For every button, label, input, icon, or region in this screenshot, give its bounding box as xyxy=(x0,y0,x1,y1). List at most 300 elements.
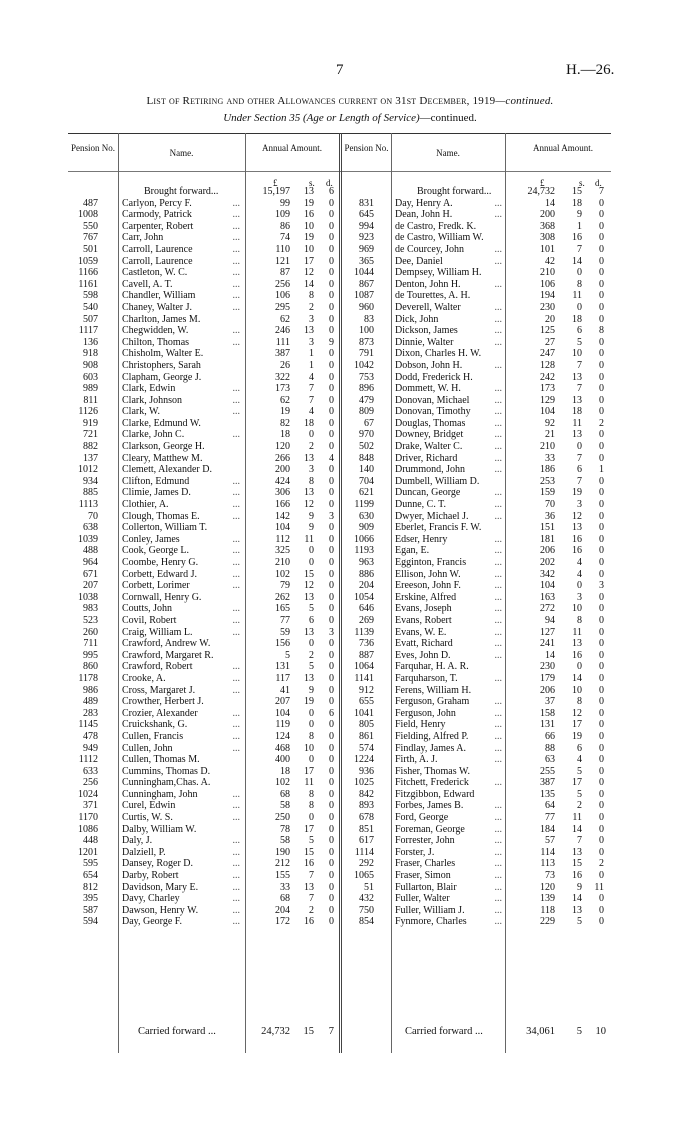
amount-pence: 4 xyxy=(329,452,334,464)
amount-pence: 1 xyxy=(599,464,604,476)
amount-pounds: 59 xyxy=(280,626,290,638)
amount-pounds: 125 xyxy=(540,325,555,337)
leader-dots: ... xyxy=(232,916,240,928)
amount-pence: 0 xyxy=(329,313,334,325)
table-row xyxy=(68,569,611,581)
amount-pence: 0 xyxy=(329,777,334,789)
amount-shillings: 8 xyxy=(309,475,314,487)
pensioner-name: Cullen, John xyxy=(122,742,173,754)
leader-dots: ... xyxy=(494,858,502,870)
pensioner-name: Egginton, Francis xyxy=(395,557,467,568)
amount-shillings: 5 xyxy=(577,765,582,777)
amount-pounds: 229 xyxy=(540,916,555,928)
header-pension-no-right: Pension No. xyxy=(344,143,389,153)
amount-pounds: 151 xyxy=(540,522,555,534)
pensioner-name: Dommett, W. H. xyxy=(395,383,461,395)
amount-shillings: 8 xyxy=(309,800,314,812)
pensioner-name: Clapham, George J. xyxy=(122,371,202,383)
pension-number: 655 xyxy=(359,696,374,708)
pension-number: 1113 xyxy=(78,499,98,511)
table-row xyxy=(68,232,611,244)
amount-pounds: 200 xyxy=(275,464,290,476)
pension-number: 936 xyxy=(359,765,374,777)
pension-number: 645 xyxy=(359,209,374,221)
pension-number: 851 xyxy=(359,823,374,835)
amount-shillings: 9 xyxy=(309,522,314,534)
amount-pounds: 202 xyxy=(540,557,555,568)
pensioner-name: Donovan, Michael xyxy=(395,394,470,406)
amount-pence: 0 xyxy=(329,730,334,742)
pensioner-name: Cavell, A. T. xyxy=(122,278,173,290)
amount-pence: 0 xyxy=(599,649,604,661)
amount-shillings: 1 xyxy=(309,359,314,371)
amount-pounds: 368 xyxy=(540,220,555,232)
amount-shillings: 0 xyxy=(309,719,314,731)
pensioner-name: Egan, E. xyxy=(395,545,430,557)
amount-shillings: 8 xyxy=(577,278,582,290)
amount-pence: 0 xyxy=(329,487,334,499)
amount-pounds: 246 xyxy=(275,325,290,337)
amount-pounds: 230 xyxy=(540,661,555,673)
leader-dots: ... xyxy=(494,904,502,916)
amount-pounds: 158 xyxy=(540,707,555,719)
amount-shillings: 10 xyxy=(572,603,582,615)
amount-pence: 0 xyxy=(599,591,604,603)
leader-dots: ... xyxy=(232,325,240,337)
amount-pence: 0 xyxy=(329,661,334,673)
leader-dots: ... xyxy=(494,696,502,708)
amount-pounds: 33 xyxy=(545,452,555,464)
amount-pounds: 21 xyxy=(545,429,555,441)
table-row xyxy=(68,256,611,268)
table-row xyxy=(68,348,611,360)
amount-pounds: 272 xyxy=(540,603,555,615)
pension-number: 893 xyxy=(359,800,374,812)
pensioner-name: Downey, Bridget xyxy=(395,429,464,441)
pension-number: 1038 xyxy=(78,591,98,603)
amount-shillings: 15 xyxy=(572,858,582,870)
amount-shillings: 15 xyxy=(304,846,314,858)
pensioner-name: Corbett, Lorimer xyxy=(122,580,190,592)
unit-pence-left: d. xyxy=(326,178,333,188)
pensioner-name: Cross, Margaret J. xyxy=(122,684,196,696)
amount-pounds: 207 xyxy=(275,696,290,708)
amount-shillings: 5 xyxy=(577,788,582,800)
pensioner-name: Crowther, Herbert J. xyxy=(122,696,204,708)
pensioner-name: Chilton, Thomas xyxy=(122,336,190,348)
amount-pence: 0 xyxy=(599,800,604,812)
amount-pence: 0 xyxy=(599,812,604,824)
table-row xyxy=(68,696,611,708)
table-row xyxy=(68,882,611,894)
pensioner-name: Cummins, Thomas D. xyxy=(122,765,211,777)
leader-dots: ... xyxy=(232,220,240,232)
pension-number: 654 xyxy=(83,870,98,882)
amount-pounds: 342 xyxy=(540,568,555,580)
amount-pounds: 82 xyxy=(280,417,290,429)
leader-dots: ... xyxy=(494,649,502,661)
amount-shillings: 5 xyxy=(309,603,314,615)
pensioner-name: Dee, Daniel xyxy=(395,255,443,267)
pensioner-name: Clarke, John C. xyxy=(122,429,185,441)
leader-dots: ... xyxy=(232,614,240,626)
amount-shillings: 10 xyxy=(572,348,582,360)
amount-shillings: 17 xyxy=(304,765,314,777)
amount-shillings: 11 xyxy=(572,290,582,302)
leader-dots: ... xyxy=(232,870,240,882)
amount-pounds: 92 xyxy=(545,417,555,429)
brought-forward-label: Brought forward... xyxy=(417,186,492,197)
amount-pence: 0 xyxy=(329,696,334,708)
leader-dots: ... xyxy=(232,742,240,754)
amount-shillings: 7 xyxy=(577,475,582,487)
amount-pence: 0 xyxy=(599,835,604,847)
pension-number: 811 xyxy=(83,394,98,406)
unit-pounds-right: £ xyxy=(540,178,545,188)
table-row xyxy=(68,221,611,233)
leader-dots: ... xyxy=(232,267,240,279)
amount-pounds: 101 xyxy=(540,243,555,255)
table-row xyxy=(68,290,611,302)
pension-number: 873 xyxy=(359,336,374,348)
leader-dots: ... xyxy=(232,278,240,290)
pension-number: 70 xyxy=(88,510,98,522)
amount-pence: 11 xyxy=(594,881,604,893)
pension-number: 137 xyxy=(83,452,98,464)
pension-number: 1126 xyxy=(78,406,98,418)
amount-pounds: 424 xyxy=(275,475,290,487)
amount-pounds: 156 xyxy=(275,638,290,650)
pension-number: 621 xyxy=(359,487,374,499)
pensioner-name: Donovan, Timothy xyxy=(395,406,471,418)
pension-number: 949 xyxy=(83,742,98,754)
amount-shillings: 3 xyxy=(309,336,314,348)
table-row xyxy=(68,754,611,766)
amount-pounds: 139 xyxy=(540,893,555,905)
header-name-right: Name. xyxy=(436,148,460,158)
amount-shillings: 9 xyxy=(577,881,582,893)
amount-shillings: 2 xyxy=(309,441,314,453)
pensioner-name: Cunningham,Chas. A. xyxy=(122,777,211,789)
amount-pence: 0 xyxy=(599,916,604,928)
amount-pounds: 70 xyxy=(545,499,555,511)
amount-pence: 0 xyxy=(329,278,334,290)
amount-pounds: 210 xyxy=(540,267,555,279)
pensioner-name: Fuller, Walter xyxy=(395,893,450,905)
pensioner-name: Field, Henry xyxy=(395,719,446,731)
amount-pounds: 206 xyxy=(540,545,555,557)
pension-number: 842 xyxy=(359,788,374,800)
pension-number: 550 xyxy=(83,220,98,232)
amount-shillings: 11 xyxy=(572,417,582,429)
pension-number: 136 xyxy=(83,336,98,348)
leader-dots: ... xyxy=(494,278,502,290)
amount-pounds: 37 xyxy=(545,696,555,708)
pensioner-name: Dinnie, Walter xyxy=(395,336,454,348)
table-row xyxy=(68,522,611,534)
amount-pounds: 230 xyxy=(540,301,555,313)
pension-number: 283 xyxy=(83,707,98,719)
carried-forward-pence-right: 10 xyxy=(595,1026,606,1037)
leader-dots: ... xyxy=(232,580,240,592)
pensioner-name: Clifton, Edmund xyxy=(122,475,190,487)
amount-pence: 0 xyxy=(329,545,334,557)
leader-dots: ... xyxy=(494,336,502,348)
leader-dots: ... xyxy=(232,232,240,244)
table-row xyxy=(68,476,611,488)
amount-pounds: 106 xyxy=(540,278,555,290)
pension-number: 909 xyxy=(359,522,374,534)
pensioner-name: Dawson, Henry W. xyxy=(122,904,199,916)
table-row xyxy=(68,627,611,639)
pension-number: 269 xyxy=(359,614,374,626)
leader-dots: ... xyxy=(232,626,240,638)
amount-shillings: 1 xyxy=(309,348,314,360)
table-row xyxy=(68,360,611,372)
amount-shillings: 13 xyxy=(304,452,314,464)
title-continued: —continued. xyxy=(495,95,554,107)
amount-shillings: 7 xyxy=(309,383,314,395)
amount-pounds: 295 xyxy=(275,301,290,313)
amount-pence: 0 xyxy=(599,255,604,267)
amount-pence: 0 xyxy=(329,557,334,568)
amount-pence: 0 xyxy=(329,754,334,766)
amount-pence: 0 xyxy=(329,255,334,267)
amount-pounds: 173 xyxy=(275,383,290,395)
amount-pence: 0 xyxy=(599,452,604,464)
amount-shillings: 6 xyxy=(309,614,314,626)
pension-number: 595 xyxy=(83,858,98,870)
leader-dots: ... xyxy=(232,684,240,696)
pension-number: 1112 xyxy=(78,754,98,766)
pensioner-name: Denton, John H. xyxy=(395,278,461,290)
leader-dots: ... xyxy=(232,290,240,302)
amount-shillings: 0 xyxy=(309,557,314,568)
pensioner-name: Clarkson, George H. xyxy=(122,441,205,453)
subtitle-main: Under Section 35 (Age or Length of Service) xyxy=(223,112,420,124)
table-row xyxy=(68,905,611,917)
amount-shillings: 19 xyxy=(304,197,314,209)
amount-pounds: 131 xyxy=(275,661,290,673)
amount-pence: 0 xyxy=(599,626,604,638)
amount-pounds: 68 xyxy=(280,893,290,905)
pensioner-name: Day, Henry A. xyxy=(395,197,453,209)
pensioner-name: Clarke, Edmund W. xyxy=(122,417,201,429)
pension-number: 867 xyxy=(359,278,374,290)
amount-pence: 0 xyxy=(599,406,604,418)
amount-pence: 0 xyxy=(329,290,334,302)
amount-shillings: 16 xyxy=(304,916,314,928)
amount-pounds: 20 xyxy=(545,313,555,325)
leader-dots: ... xyxy=(232,846,240,858)
pension-number: 448 xyxy=(83,835,98,847)
amount-pence: 0 xyxy=(329,684,334,696)
leader-dots: ... xyxy=(494,846,502,858)
amount-shillings: 10 xyxy=(572,684,582,696)
pension-number: 1039 xyxy=(78,533,98,545)
pension-number: 479 xyxy=(359,394,374,406)
amount-pounds: 117 xyxy=(275,672,290,684)
pension-number: 365 xyxy=(359,255,374,267)
pensioner-name: Carroll, Laurence xyxy=(122,255,193,267)
table-row xyxy=(68,557,611,569)
table-row xyxy=(68,731,611,743)
amount-shillings: 14 xyxy=(572,672,582,684)
leader-dots: ... xyxy=(494,417,502,429)
amount-pence: 0 xyxy=(599,441,604,453)
amount-pence: 0 xyxy=(599,209,604,221)
pensioner-name: Dunne, C. T. xyxy=(395,499,447,511)
amount-shillings: 13 xyxy=(572,904,582,916)
pensioner-name: Forbes, James B. xyxy=(395,800,464,812)
amount-pounds: 204 xyxy=(275,904,290,916)
pensioner-name: Davidson, Mary E. xyxy=(122,881,199,893)
pensioner-name: Davy, Charley xyxy=(122,893,180,905)
amount-shillings: 2 xyxy=(309,301,314,313)
amount-pounds: 190 xyxy=(275,846,290,858)
amount-shillings: 19 xyxy=(572,730,582,742)
table-row xyxy=(68,870,611,882)
leader-dots: ... xyxy=(232,881,240,893)
leader-dots: ... xyxy=(494,603,502,615)
pension-number: 721 xyxy=(83,429,98,441)
amount-pounds: 255 xyxy=(540,765,555,777)
pension-number: 487 xyxy=(83,197,98,209)
brought-forward-row xyxy=(68,186,611,198)
amount-shillings: 14 xyxy=(572,823,582,835)
pension-number: 371 xyxy=(83,800,98,812)
unit-pence-right: d. xyxy=(595,178,602,188)
pension-number: 1178 xyxy=(78,672,98,684)
amount-pounds: 114 xyxy=(540,846,555,858)
amount-pounds: 88 xyxy=(545,742,555,754)
pension-number: 1161 xyxy=(78,278,98,290)
pensioner-name: Curtis, W. S. xyxy=(122,812,173,824)
leader-dots: ... xyxy=(232,730,240,742)
amount-shillings: 6 xyxy=(577,742,582,754)
amount-pence: 0 xyxy=(599,301,604,313)
pensioner-name: Crooke, A. xyxy=(122,672,166,684)
amount-shillings: 0 xyxy=(309,545,314,557)
leader-dots: ... xyxy=(494,893,502,905)
pensioner-name: Ferens, William H. xyxy=(395,684,472,696)
leader-dots: ... xyxy=(494,742,502,754)
right-rows xyxy=(68,186,611,928)
amount-shillings: 0 xyxy=(309,638,314,650)
table-row xyxy=(68,372,611,384)
header-pension-no-left: Pension No. xyxy=(70,143,115,153)
pension-number: 887 xyxy=(359,649,374,661)
amount-pence: 0 xyxy=(599,487,604,499)
amount-pence: 9 xyxy=(329,336,334,348)
amount-pounds: 127 xyxy=(540,626,555,638)
unit-shillings-right: s. xyxy=(579,178,585,188)
amount-shillings: 4 xyxy=(577,568,582,580)
amount-pence: 0 xyxy=(599,290,604,302)
amount-pence: 0 xyxy=(329,522,334,534)
amount-shillings: 11 xyxy=(572,626,582,638)
amount-pounds: 78 xyxy=(280,823,290,835)
pensioner-name: Crawford, Robert xyxy=(122,661,193,673)
carried-forward-pounds-left: 24,732 xyxy=(261,1026,290,1037)
pensioner-name: de Castro, Fredk. K. xyxy=(395,220,477,232)
leader-dots: ... xyxy=(232,383,240,395)
amount-pence: 0 xyxy=(599,557,604,568)
amount-pounds: 19 xyxy=(280,406,290,418)
pension-number: 587 xyxy=(83,904,98,916)
pension-number: 671 xyxy=(83,568,98,580)
pension-number: 809 xyxy=(359,406,374,418)
pension-number: 633 xyxy=(83,765,98,777)
pension-number: 488 xyxy=(83,545,98,557)
pension-number: 1024 xyxy=(78,788,98,800)
pensioner-name: Carmody, Patrick xyxy=(122,209,192,221)
table-row xyxy=(68,453,611,465)
pension-number: 736 xyxy=(359,638,374,650)
leader-dots: ... xyxy=(232,301,240,313)
amount-shillings: 4 xyxy=(309,406,314,418)
pension-number: 603 xyxy=(83,371,98,383)
pension-number: 919 xyxy=(83,417,98,429)
amount-pounds: 33 xyxy=(280,881,290,893)
leader-dots: ... xyxy=(494,313,502,325)
carried-forward-label-left: Carried forward ... xyxy=(138,1026,216,1037)
amount-pence: 0 xyxy=(329,383,334,395)
amount-pence: 0 xyxy=(599,719,604,731)
leader-dots: ... xyxy=(232,429,240,441)
pension-number: 1170 xyxy=(78,812,98,824)
pensioner-name: Conley, James xyxy=(122,533,180,545)
amount-shillings: 13 xyxy=(572,846,582,858)
amount-shillings: 17 xyxy=(572,777,582,789)
leader-dots: ... xyxy=(494,441,502,453)
pension-number: 507 xyxy=(83,313,98,325)
pensioner-name: Collerton, William T. xyxy=(122,522,208,534)
amount-pounds: 41 xyxy=(280,684,290,696)
pensioner-name: Farquhar, H. A. R. xyxy=(395,661,469,673)
table-row xyxy=(68,673,611,685)
amount-shillings: 17 xyxy=(304,823,314,835)
amount-shillings: 12 xyxy=(304,267,314,279)
amount-pence: 0 xyxy=(329,765,334,777)
pension-number: 1044 xyxy=(354,267,374,279)
amount-pounds: 68 xyxy=(280,788,290,800)
leader-dots: ... xyxy=(494,359,502,371)
pensioner-name: Dumbell, William D. xyxy=(395,475,480,487)
pensioner-name: Ellison, John W. xyxy=(395,568,461,580)
amount-shillings: 10 xyxy=(304,243,314,255)
pensioner-name: Clothier, A. xyxy=(122,499,169,511)
amount-pounds: 322 xyxy=(275,371,290,383)
amount-shillings: 7 xyxy=(309,893,314,905)
amount-pence: 0 xyxy=(329,870,334,882)
brought-forward-pounds: 24,732 xyxy=(527,186,555,197)
table-row xyxy=(68,337,611,349)
amount-pence: 8 xyxy=(599,325,604,337)
table-row xyxy=(68,406,611,418)
amount-pounds: 241 xyxy=(540,638,555,650)
amount-shillings: 3 xyxy=(577,499,582,511)
amount-pence: 0 xyxy=(329,301,334,313)
leader-dots: ... xyxy=(232,255,240,267)
table-row xyxy=(68,395,611,407)
amount-pence: 0 xyxy=(329,638,334,650)
amount-shillings: 8 xyxy=(309,788,314,800)
amount-pence: 3 xyxy=(329,510,334,522)
table-row xyxy=(68,499,611,511)
amount-pence: 0 xyxy=(599,788,604,800)
amount-pence: 0 xyxy=(599,696,604,708)
